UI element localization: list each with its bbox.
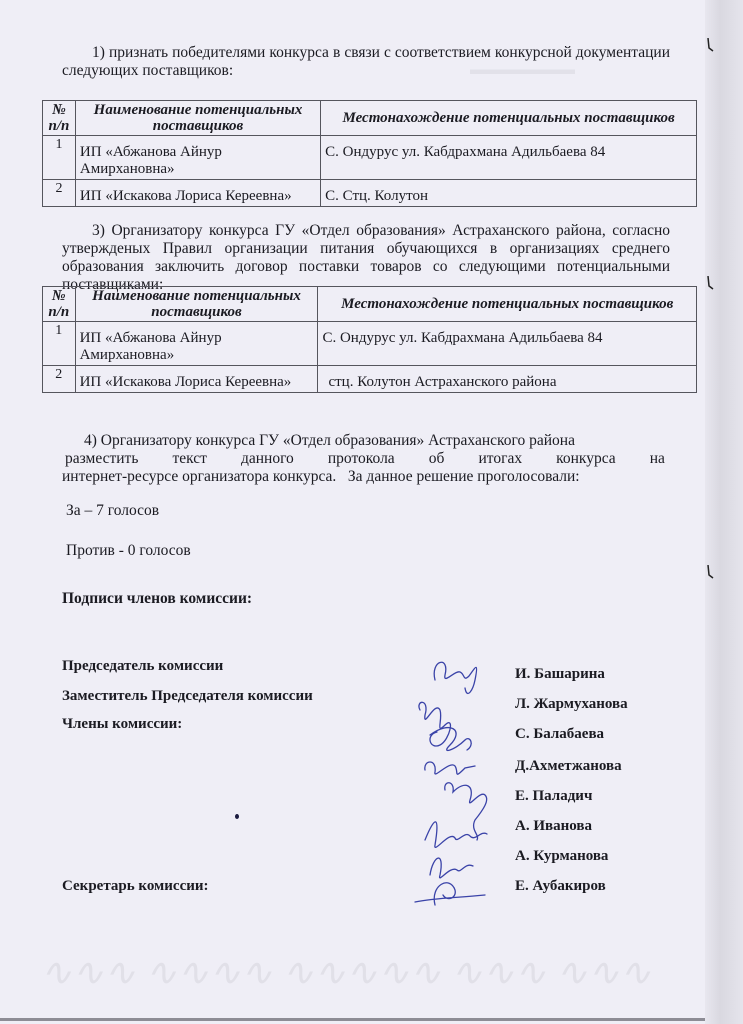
signatures-heading: Подписи членов комиссии: — [62, 590, 253, 607]
table-row — [43, 366, 697, 393]
table-row — [43, 180, 697, 207]
row-num: 2 — [43, 180, 76, 207]
word: данного — [240, 450, 294, 467]
word: об — [428, 450, 445, 467]
votes-for: За – 7 голосов — [66, 502, 160, 519]
member-name: И. Башарина — [515, 666, 605, 682]
scan-margin-mark — [706, 276, 714, 290]
header-num: № п/п — [43, 287, 76, 322]
row-supplier-name: ИП «Абжанова Айнур Амирхановна» — [75, 136, 320, 180]
item-3-paragraph: 3) Организатору конкурса ГУ «Отдел образования» Астраханского района, согласно утвержденых Правил организации питания обучающихся в организациях среднего образования заключить договор поставки товаров со следующими потенциальными поставщиками: — [62, 222, 670, 293]
row-num: 1 — [43, 322, 76, 366]
header-location: Местонахождение потенциальных поставщиков — [318, 287, 697, 322]
item-4-line-2 — [65, 450, 665, 468]
signature-secretary — [415, 883, 485, 905]
member-name: С. Балабаева — [515, 726, 605, 742]
bleed-through-text: ▬▬▬▬▬▬▬ — [470, 62, 575, 78]
row-supplier-name: ИП «Абжанова Айнур Амирхановна» — [75, 322, 318, 366]
item-1-paragraph: 1) признать победителями конкурса в связи с соответствием конкурсной документации следующих поставщиков: — [62, 44, 670, 79]
item-4-line-1: 4) Организатору конкурса ГУ «Отдел образования» Астраханского района — [84, 432, 575, 449]
role-members: Члены комиссии: — [62, 716, 183, 732]
row-supplier-location: стц. Колутон Астраханского района — [318, 366, 697, 393]
signature-member-2 — [425, 762, 475, 774]
word: протокола — [327, 450, 395, 467]
word: конкурса — [556, 450, 616, 467]
page-bottom-edge — [0, 1018, 705, 1021]
winners-table — [42, 100, 697, 207]
row-supplier-location: С. Ондурус ул. Кабдрахмана Адильбаева 84 — [321, 136, 697, 180]
header-num: № п/п — [43, 101, 76, 136]
role-secretary: Секретарь комиссии: — [62, 878, 209, 894]
signature-member-3 — [445, 783, 487, 840]
member-name: Е. Паладич — [515, 788, 593, 804]
table-header-row — [43, 287, 697, 322]
table-header-row — [43, 101, 697, 136]
member-name: Д.Ахметжанова — [515, 758, 622, 774]
item-4-line-3: интернет-ресурсе организатора конкурса. За данное решение проголосовали: — [62, 468, 580, 485]
row-supplier-name: ИП «Искакова Лориса Кереевна» — [75, 180, 320, 207]
member-name: Л. Жармуханова — [515, 696, 628, 712]
scan-margin-mark — [706, 565, 714, 579]
member-name: А. Курманова — [515, 848, 609, 864]
role-chair: Председатель комиссии — [62, 658, 224, 674]
ink-dot — [235, 814, 239, 819]
bleed-through-handwriting: ∿∿∿ ∿∿∿∿ ∿∿∿∿∿ ∿∿∿ ∿∿∿ — [40, 952, 652, 994]
signature-deputy — [419, 702, 450, 746]
header-name: Наименование потенциальных поставщиков — [75, 101, 320, 136]
contract-suppliers-table — [42, 286, 697, 393]
votes-against: Против - 0 голосов — [66, 542, 191, 559]
header-location: Местонахождение потенциальных поставщиков — [321, 101, 697, 136]
table-row — [43, 322, 697, 366]
scan-margin-mark — [706, 38, 714, 52]
word: на — [649, 450, 665, 467]
signature-chair — [434, 662, 476, 693]
row-supplier-location: С. Ондурус ул. Кабдрахмана Адильбаева 84 — [318, 322, 697, 366]
word: итогах — [478, 450, 523, 467]
member-name: Е. Аубакиров — [515, 878, 606, 894]
signature-member-5 — [430, 858, 473, 878]
handwritten-signatures — [395, 640, 515, 910]
table-row — [43, 136, 697, 180]
signature-member-4 — [425, 822, 487, 848]
header-name: Наименование потенциальных поставщиков — [75, 287, 318, 322]
member-name: А. Иванова — [515, 818, 592, 834]
scan-margin — [705, 0, 743, 1024]
role-deputy: Заместитель Председателя комиссии — [62, 688, 313, 704]
row-num: 2 — [43, 366, 76, 393]
signature-member-1 — [430, 728, 471, 751]
row-supplier-name: ИП «Искакова Лориса Кереевна» — [75, 366, 318, 393]
row-num: 1 — [43, 136, 76, 180]
row-supplier-location: С. Стц. Колутон — [321, 180, 697, 207]
word: разместить — [65, 450, 139, 467]
word: текст — [172, 450, 207, 467]
